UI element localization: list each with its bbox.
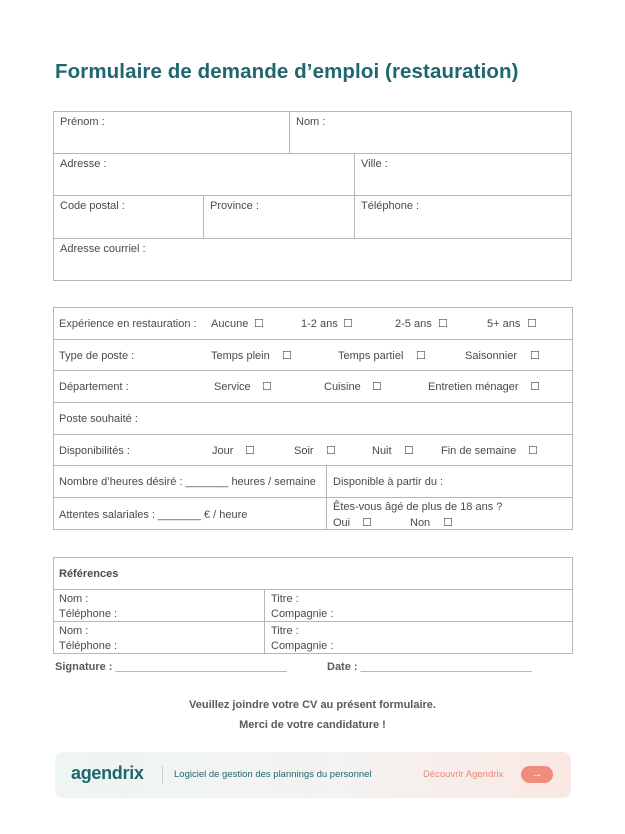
reference-1-phone[interactable]: Téléphone : (59, 608, 118, 620)
position-type-label: Type de poste : (59, 350, 135, 362)
reference-2-name[interactable]: Nom : (59, 625, 89, 637)
experience-checkbox-aucune[interactable]: ☐ (254, 318, 264, 330)
availability-label: Disponibilités : (59, 445, 130, 457)
experience-option-1-2: 1-2 ans (301, 318, 338, 330)
availability-checkbox-weekend[interactable]: ☐ (528, 445, 538, 457)
address-field[interactable]: Adresse : (60, 158, 107, 170)
department-option-housekeeping: Entretien ménager (428, 381, 519, 393)
experience-checkbox-5plus[interactable]: ☐ (527, 318, 537, 330)
reference-2-phone[interactable]: Téléphone : (59, 640, 118, 652)
age-option-no: Non (410, 517, 431, 529)
department-option-kitchen: Cuisine (324, 381, 361, 393)
divider (53, 238, 572, 239)
thanks-note: Merci de votre candidature ! (239, 719, 386, 731)
department-label: Département : (59, 381, 129, 393)
availability-option-day: Jour (212, 445, 234, 457)
agendrix-banner[interactable] (55, 752, 571, 798)
divider (264, 589, 265, 654)
banner-tagline: Logiciel de gestion des plannings du personnel (174, 769, 372, 780)
age-option-yes: Oui (333, 517, 351, 529)
position-type-checkbox-part[interactable]: ☐ (416, 350, 426, 362)
divider (53, 402, 573, 403)
age-checkbox-no[interactable]: ☐ (443, 517, 453, 529)
divider (53, 195, 572, 196)
age-checkbox-yes[interactable]: ☐ (362, 517, 372, 529)
divider (53, 621, 573, 622)
position-type-option-part: Temps partiel (338, 350, 404, 362)
last-name-field[interactable]: Nom : (296, 116, 326, 128)
banner-divider (162, 766, 163, 784)
department-checkbox-service[interactable]: ☐ (262, 381, 272, 393)
signature-field[interactable]: Signature : ____________________________ (55, 661, 287, 673)
province-field[interactable]: Province : (210, 200, 259, 212)
agendrix-logo[interactable]: agendrix (71, 763, 144, 783)
experience-checkbox-1-2[interactable]: ☐ (343, 318, 353, 330)
experience-label: Expérience en restauration : (59, 318, 197, 330)
city-field[interactable]: Ville : (361, 158, 388, 170)
reference-2-company[interactable]: Compagnie : (271, 640, 334, 652)
divider (203, 195, 204, 238)
personal-info-section (53, 111, 572, 281)
date-field[interactable]: Date : ____________________________ (327, 661, 532, 673)
references-title: Références (59, 568, 119, 580)
divider (53, 589, 573, 590)
discover-agendrix-link[interactable]: Découvrir Agendrix (423, 769, 504, 780)
postal-code-field[interactable]: Code postal : (60, 200, 125, 212)
availability-option-evening: Soir (294, 445, 314, 457)
first-name-field[interactable]: Prénom : (60, 116, 105, 128)
cv-note: Veuillez joindre votre CV au présent formulaire. (189, 699, 436, 711)
reference-1-name[interactable]: Nom : (59, 593, 89, 605)
position-type-checkbox-full[interactable]: ☐ (282, 350, 292, 362)
divider (289, 111, 290, 153)
experience-option-aucune: Aucune (211, 318, 249, 330)
experience-option-2-5: 2-5 ans (395, 318, 432, 330)
divider (53, 497, 573, 498)
divider (53, 339, 573, 340)
experience-option-5plus: 5+ ans (487, 318, 521, 330)
availability-option-night: Nuit (372, 445, 392, 457)
divider (354, 153, 355, 238)
availability-checkbox-evening[interactable]: ☐ (326, 445, 336, 457)
experience-checkbox-2-5[interactable]: ☐ (438, 318, 448, 330)
divider (53, 434, 573, 435)
email-field[interactable]: Adresse courriel : (60, 243, 146, 255)
phone-field[interactable]: Téléphone : (361, 200, 420, 212)
availability-checkbox-day[interactable]: ☐ (245, 445, 255, 457)
desired-position-field[interactable]: Poste souhaité : (59, 413, 138, 425)
reference-1-title[interactable]: Titre : (271, 593, 299, 605)
position-type-option-seasonal: Saisonnier (465, 350, 517, 362)
department-option-service: Service (214, 381, 251, 393)
page-title: Formulaire de demande d’emploi (restauration) (55, 60, 519, 83)
department-checkbox-kitchen[interactable]: ☐ (372, 381, 382, 393)
reference-2-title[interactable]: Titre : (271, 625, 299, 637)
availability-checkbox-night[interactable]: ☐ (404, 445, 414, 457)
reference-1-company[interactable]: Compagnie : (271, 608, 334, 620)
arrow-right-icon[interactable]: → (521, 766, 553, 783)
department-checkbox-housekeeping[interactable]: ☐ (530, 381, 540, 393)
position-type-option-full: Temps plein (211, 350, 270, 362)
position-type-checkbox-seasonal[interactable]: ☐ (530, 350, 540, 362)
desired-hours-field[interactable]: Nombre d’heures désiré : _______ heures / semaine (59, 476, 316, 488)
age-question: Êtes-vous âgé de plus de 18 ans ? (333, 501, 503, 513)
divider (53, 465, 573, 466)
divider (53, 370, 573, 371)
divider (326, 465, 327, 530)
salary-expectation-field[interactable]: Attentes salariales : _______ € / heure (59, 509, 248, 521)
divider (53, 153, 572, 154)
availability-option-weekend: Fin de semaine (441, 445, 517, 457)
available-from-field[interactable]: Disponible à partir du : (333, 476, 444, 488)
